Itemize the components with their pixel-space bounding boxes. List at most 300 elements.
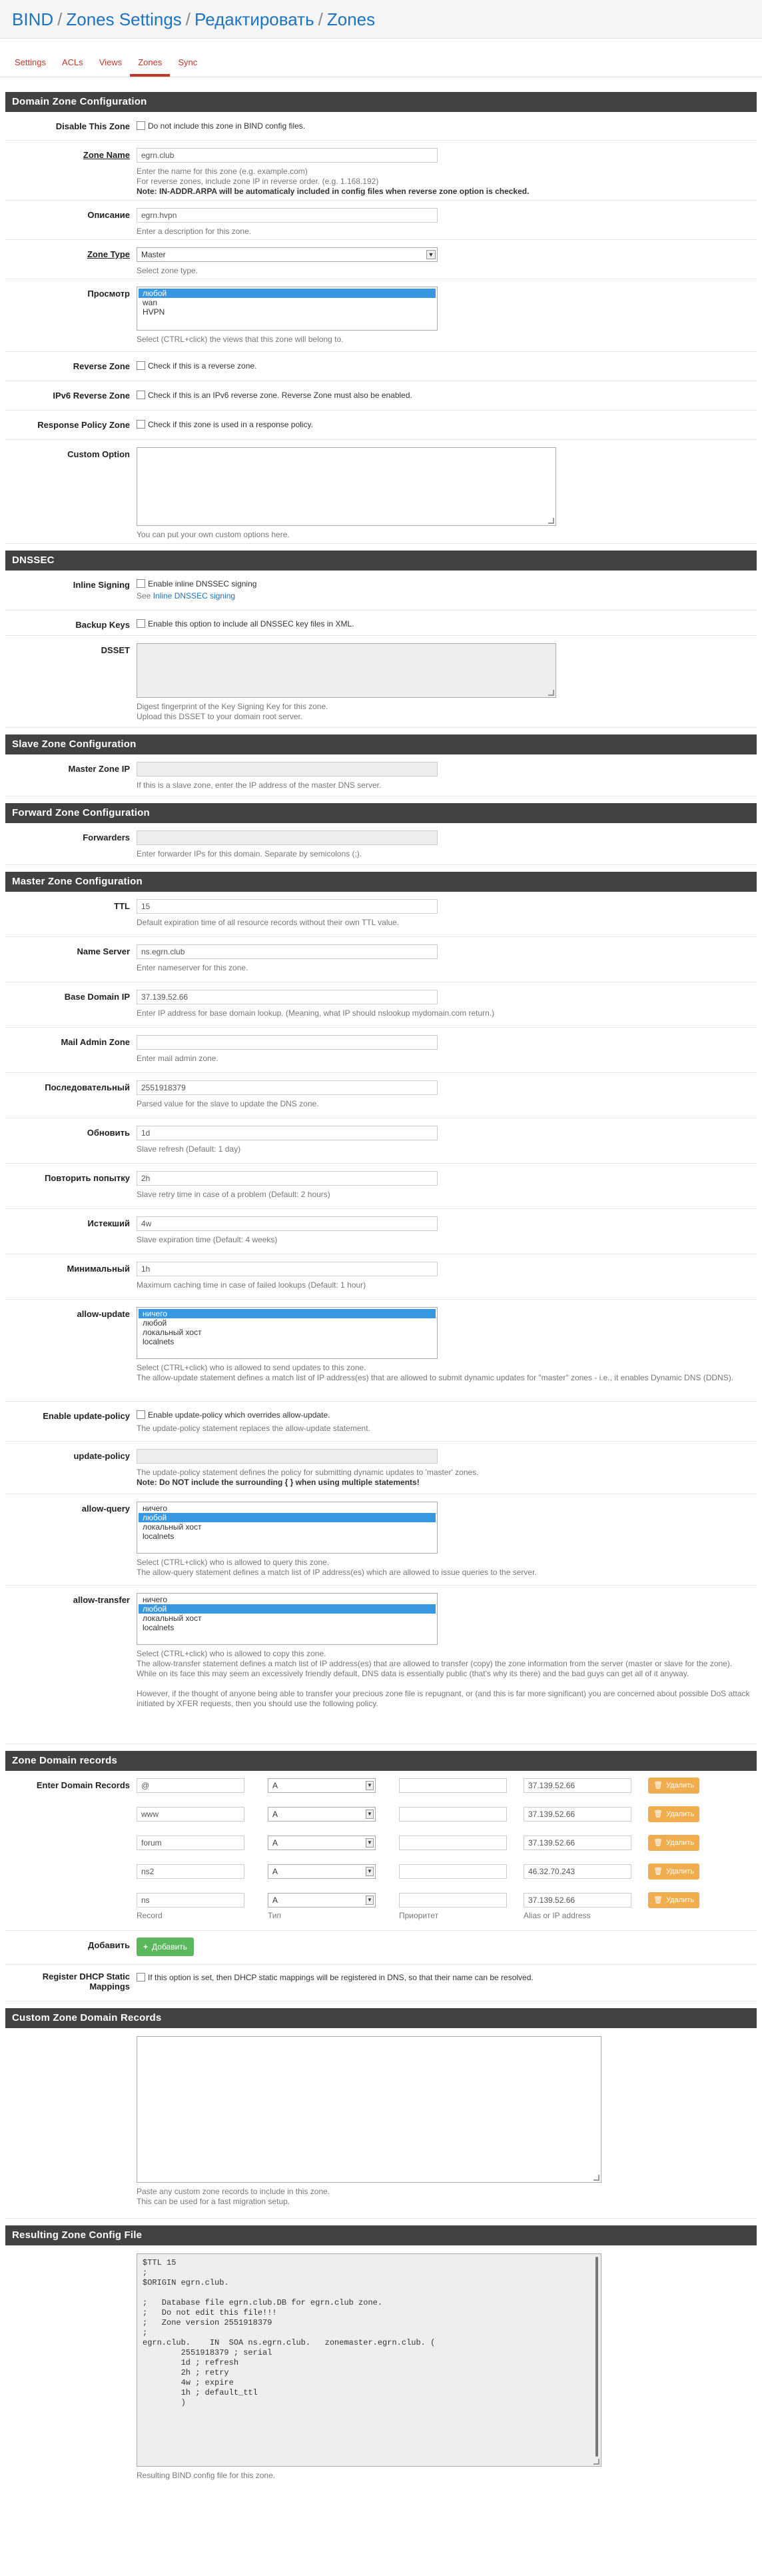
chevron-down-icon: ▼ xyxy=(366,1867,374,1876)
top-bar xyxy=(0,0,762,39)
dnssec-dsset-help1: Digest fingerprint of the Key Signing Key for this zone. xyxy=(137,702,328,711)
trash-icon: 🗑 xyxy=(653,1839,663,1847)
refresh-input[interactable]: 1d xyxy=(137,1126,438,1140)
domain-desc-help: Enter a description for this zone. xyxy=(137,227,252,236)
field-lab xyxy=(5,2245,137,2487)
domain-name-help2: For reverse zones, include zone IP in reverse order. (e.g. 1.168.192) xyxy=(137,177,379,186)
records-h-ip: Alias or IP address xyxy=(524,1911,591,1920)
tab-sync[interactable]: Sync xyxy=(178,57,198,67)
master-expire-label: Истекший xyxy=(87,1218,130,1228)
field-chk xyxy=(137,121,305,131)
views-multiselect[interactable] xyxy=(137,287,438,331)
master-eup-text: Enable update-policy which overrides allow-update. xyxy=(148,1410,330,1420)
zone-type-select[interactable] xyxy=(137,247,438,262)
field-val xyxy=(137,754,757,796)
register-dhcp-checkbox[interactable] xyxy=(137,1973,145,1981)
master-au-opts-1[interactable]: любой xyxy=(143,1318,167,1328)
tab-settings[interactable]: Settings xyxy=(15,57,46,67)
zone-config-textarea[interactable] xyxy=(137,2253,601,2467)
breadcrumb-zones-settings[interactable]: Zones Settings xyxy=(66,9,182,29)
plus-icon: + xyxy=(143,1942,149,1951)
chevron-down-icon: ▼ xyxy=(366,1896,374,1905)
records-add-button: Добавить xyxy=(152,1942,188,1951)
form-row xyxy=(5,112,757,141)
master-up-help1: The update-policy statement defines the policy for submitting dynamic updates to 'master' zones. xyxy=(137,1468,479,1477)
field-val xyxy=(137,440,757,543)
master-au-opts-0[interactable]: ничего xyxy=(139,1309,436,1318)
form-row xyxy=(5,201,757,240)
master-retry-label: Повторить попытку xyxy=(45,1173,130,1183)
form-row xyxy=(5,2245,757,2487)
field-val xyxy=(137,1209,757,1254)
form-row xyxy=(5,1586,757,1744)
forward-label: Forwarders xyxy=(83,832,130,842)
field-chk xyxy=(137,1973,534,1982)
forward-panel xyxy=(5,803,757,865)
form-row xyxy=(5,1402,757,1442)
form-row xyxy=(5,1118,757,1164)
form-row xyxy=(5,240,757,279)
records-title: Zone Domain records xyxy=(5,1751,757,1771)
domain-views-0[interactable]: любой xyxy=(139,289,436,298)
field-help xyxy=(137,702,750,722)
master-aq-help2: The allow-query statement defines a match list of IP address(es) which are allowed to issue queries to the server. xyxy=(137,1568,537,1577)
master-aq-label: allow-query xyxy=(81,1504,130,1514)
records-h-prio: Приоритет xyxy=(399,1911,439,1920)
domain-type-value: Master xyxy=(141,250,166,259)
domain-ipv6-label: IPv6 Reverse Zone xyxy=(53,391,130,401)
breadcrumb-zones[interactable]: Zones xyxy=(326,9,376,29)
form-row xyxy=(5,141,757,201)
field-help xyxy=(137,591,750,601)
records-rows-3-type: A xyxy=(272,1867,278,1876)
records-dhcp-text: If this option is set, then DHCP static mappings will be registered in DNS, so that their name can be resolved. xyxy=(148,1973,534,1982)
delete-record-button[interactable] xyxy=(648,1864,699,1880)
record-priority-input[interactable] xyxy=(399,1893,507,1908)
form-row xyxy=(5,352,757,381)
table-row xyxy=(137,1834,750,1852)
record-priority-input[interactable] xyxy=(399,1864,507,1879)
dnssec-inline-see: See xyxy=(137,591,151,601)
field-val xyxy=(137,1254,757,1299)
field-val xyxy=(137,201,757,239)
domain-name-help1: Enter the name for this zone (e.g. example.com) xyxy=(137,167,308,176)
custom-option-textarea[interactable] xyxy=(137,447,556,526)
domain-reverse-label: Reverse Zone xyxy=(73,361,130,371)
master-au-label: allow-update xyxy=(77,1309,130,1319)
field-val xyxy=(137,1442,757,1494)
record-type-select[interactable] xyxy=(268,1864,376,1879)
dnssec-panel xyxy=(5,551,757,728)
field-val xyxy=(137,1164,757,1208)
form-row xyxy=(5,1254,757,1300)
field-val xyxy=(137,240,757,279)
custom-title: Custom Zone Domain Records xyxy=(5,2008,757,2028)
master-mail-help: Enter mail admin zone. xyxy=(137,1054,218,1063)
record-priority-input[interactable] xyxy=(399,1836,507,1850)
tab-bar xyxy=(0,39,762,77)
breadcrumb-bind[interactable]: BIND xyxy=(12,9,54,29)
name-server-input[interactable]: ns.egrn.club xyxy=(137,944,438,959)
inline-signing-checkbox[interactable] xyxy=(137,579,145,588)
base-domain-ip-input[interactable]: 37.139.52.66 xyxy=(137,990,438,1004)
form-row xyxy=(5,1300,757,1402)
master-at-opts-3[interactable]: localnets xyxy=(143,1623,175,1632)
resize-grip-icon[interactable] xyxy=(593,2175,599,2181)
field-val xyxy=(137,1118,757,1163)
ipv6-reverse-checkbox[interactable] xyxy=(137,391,145,399)
master-at-help2: The allow-transfer statement defines a match list of IP address(es) that are allowed to transfer (copy) the zone information from the server (master or slave for the zone). While on its face this may seem an excessively friendly default, DNS data is essentially public (that's why its there) and the bad guys can get all of it anyway. xyxy=(137,1659,733,1678)
field-help xyxy=(137,1649,750,1709)
tab-views[interactable]: Views xyxy=(99,57,123,67)
master-base-label: Base Domain IP xyxy=(64,992,130,1002)
field-val xyxy=(137,279,757,351)
master-title: Master Zone Configuration xyxy=(5,872,757,892)
records-rows-0-type: A xyxy=(272,1781,278,1790)
result-help: Resulting BIND config file for this zone. xyxy=(137,2471,276,2480)
dnssec-dsset-label: DSSET xyxy=(101,645,130,655)
domain-custom-help: You can put your own custom options here. xyxy=(137,530,290,539)
master-serial-label: Последовательный xyxy=(45,1082,130,1092)
forward-title: Forward Zone Configuration xyxy=(5,803,757,823)
records-delete: Удалить xyxy=(665,1839,694,1847)
record-priority-input[interactable] xyxy=(399,1778,507,1793)
custom-help2: This can be used for a fast migration setup. xyxy=(137,2197,290,2206)
master-base-help: Enter IP address for base domain lookup. (Meaning, what IP should nslookup mydomain.com return.) xyxy=(137,1008,495,1018)
master-refresh-label: Обновить xyxy=(87,1128,130,1138)
records-delete: Удалить xyxy=(665,1810,694,1818)
record-priority-input[interactable] xyxy=(399,1807,507,1822)
resize-grip-icon[interactable] xyxy=(593,2459,599,2465)
form-row xyxy=(5,1771,757,1931)
field-val xyxy=(137,937,757,982)
field-val xyxy=(137,611,757,635)
table-row xyxy=(137,1891,750,1910)
field-help xyxy=(137,2187,750,2207)
mail-admin-input[interactable] xyxy=(137,1035,438,1050)
result-title: Resulting Zone Config File xyxy=(5,2225,757,2245)
form-row xyxy=(5,611,757,636)
form-row xyxy=(5,571,757,611)
master-ttl-label: TTL xyxy=(114,901,130,911)
master-aq-opts-1[interactable]: любой xyxy=(139,1513,436,1522)
breadcrumb xyxy=(12,9,375,29)
domain-views-1[interactable]: wan xyxy=(143,298,158,307)
records-delete: Удалить xyxy=(665,1782,694,1790)
records-rows-4-type: A xyxy=(272,1896,278,1905)
record-name-input[interactable]: ns2 xyxy=(137,1864,244,1879)
field-val xyxy=(137,1494,757,1585)
master-mail-label: Mail Admin Zone xyxy=(61,1037,130,1047)
master-min-label: Минимальный xyxy=(67,1264,130,1274)
form-row xyxy=(5,279,757,352)
field-val xyxy=(137,982,757,1027)
tab-acls[interactable]: ACLs xyxy=(61,57,83,67)
domain-zone-panel xyxy=(5,92,757,544)
record-type-select[interactable] xyxy=(268,1893,376,1908)
resize-grip-icon[interactable] xyxy=(548,690,554,696)
allow-transfer-multiselect[interactable] xyxy=(137,1593,438,1645)
field-val xyxy=(137,1965,757,2001)
field-val xyxy=(137,352,757,381)
master-up-label: update-policy xyxy=(73,1451,130,1461)
allow-query-multiselect[interactable] xyxy=(137,1502,438,1554)
form-row xyxy=(5,381,757,411)
table-row xyxy=(137,1805,750,1824)
backup-keys-checkbox[interactable] xyxy=(137,619,145,628)
chevron-down-icon: ▼ xyxy=(366,1838,374,1848)
master-panel xyxy=(5,872,757,1744)
field-chk xyxy=(137,619,354,629)
domain-ipv6-text: Check if this is an IPv6 reverse zone. Reverse Zone must also be enabled. xyxy=(148,391,412,400)
master-au-opts-3[interactable]: localnets xyxy=(143,1337,175,1346)
dnssec-dsset-help2: Upload this DSSET to your domain root server. xyxy=(137,712,303,721)
domain-reverse-text: Check if this is a reverse zone. xyxy=(148,361,257,371)
trash-icon: 🗑 xyxy=(653,1868,663,1876)
master-ns-help: Enter nameserver for this zone. xyxy=(137,963,248,972)
dnssec-inline-text: Enable inline DNSSEC signing xyxy=(148,579,257,589)
master-aq-help1: Select (CTRL+click) who is allowed to query this zone. xyxy=(137,1558,330,1567)
delete-record-button[interactable] xyxy=(648,1806,699,1822)
master-at-label: allow-transfer xyxy=(73,1595,130,1605)
custom-help1: Paste any custom zone records to include in this zone. xyxy=(137,2187,330,2196)
domain-view-help: Select (CTRL+click) the views that this zone will belong to. xyxy=(137,335,344,344)
domain-rpz-label: Response Policy Zone xyxy=(37,420,130,430)
form-row xyxy=(5,440,757,544)
records-rows-2-type: A xyxy=(272,1838,278,1848)
record-ip-input[interactable]: 46.32.70.243 xyxy=(524,1864,631,1879)
master-eup-label: Enable update-policy xyxy=(43,1411,130,1421)
chevron-down-icon: ▼ xyxy=(366,1810,374,1819)
field-help xyxy=(137,167,750,197)
slave-panel xyxy=(5,734,757,796)
field-val xyxy=(137,2245,757,2487)
record-ip-input[interactable]: 37.139.52.66 xyxy=(524,1893,631,1908)
field-val xyxy=(137,112,757,140)
master-aq-opts-3[interactable]: localnets xyxy=(143,1532,175,1541)
master-at-opts-2[interactable]: локальный хост xyxy=(143,1614,202,1623)
field-lab xyxy=(5,2028,137,2218)
field-val xyxy=(137,1028,757,1072)
minimum-input[interactable]: 1h xyxy=(137,1262,438,1276)
record-name-input[interactable]: www xyxy=(137,1807,244,1822)
field-val xyxy=(137,571,757,610)
master-at-help1: Select (CTRL+click) who is allowed to copy this zone. xyxy=(137,1649,326,1658)
field-val xyxy=(137,411,757,439)
form-row xyxy=(5,2028,757,2219)
trash-icon: 🗑 xyxy=(653,1896,663,1904)
master-expire-help: Slave expiration time (Default: 4 weeks) xyxy=(137,1235,278,1244)
form-row xyxy=(5,823,757,865)
description-input[interactable]: egrn.hvpn xyxy=(137,208,438,223)
slave-title: Slave Zone Configuration xyxy=(5,734,757,754)
dnssec-backup-text: Enable this option to include all DNSSEC key files in XML. xyxy=(148,619,354,629)
allow-update-multiselect[interactable] xyxy=(137,1307,438,1359)
master-up-help2: Note: Do NOT include the surrounding { } when using multiple statements! xyxy=(137,1478,420,1487)
field-chk xyxy=(137,1410,750,1420)
table-row xyxy=(137,1776,750,1795)
forward-help: Enter forwarder IPs for this domain. Separate by semicolons (;). xyxy=(137,849,362,858)
forwarders-input xyxy=(137,830,438,845)
records-table xyxy=(137,1771,757,1930)
master-au-help1: Select (CTRL+click) who is allowed to send updates to this zone. xyxy=(137,1363,366,1372)
update-policy-input xyxy=(137,1449,438,1464)
records-rows-1-type: A xyxy=(272,1810,278,1819)
record-ip-input[interactable]: 37.139.52.66 xyxy=(524,1807,631,1822)
records-h-type: Тип xyxy=(268,1911,282,1920)
form-row xyxy=(5,1931,757,1965)
ttl-input[interactable]: 15 xyxy=(137,899,438,914)
domain-rpz-text: Check if this zone is used in a response policy. xyxy=(148,420,313,429)
record-name-input[interactable]: @ xyxy=(137,1778,244,1793)
field-val xyxy=(137,636,757,727)
record-name-input[interactable]: forum xyxy=(137,1836,244,1850)
field-chk xyxy=(137,420,313,429)
field-val xyxy=(137,1931,757,1964)
panel-title: Domain Zone Configuration xyxy=(5,92,757,112)
field-val xyxy=(137,2028,757,2218)
field-val xyxy=(137,141,757,200)
trash-icon: 🗑 xyxy=(653,1810,663,1818)
field-chk xyxy=(137,579,750,589)
form-row xyxy=(5,937,757,982)
serial-input[interactable]: 2551918379 xyxy=(137,1080,438,1095)
master-au-help2: The allow-update statement defines a match list of IP address(es) that are allowed to submit dynamic updates for "master" zones - i.e., it enables Dynamic DNS (DDNS). xyxy=(137,1373,734,1382)
master-min-help: Maximum caching time in case of failed lookups (Default: 1 hour) xyxy=(137,1280,366,1290)
records-dhcp-label: Register DHCP Static Mappings xyxy=(42,1971,130,1991)
form-row xyxy=(5,1073,757,1118)
master-refresh-help: Slave refresh (Default: 1 day) xyxy=(137,1144,241,1154)
form-row xyxy=(5,754,757,796)
domain-records-panel xyxy=(5,1751,757,2001)
field-chk xyxy=(137,361,256,371)
resize-grip-icon[interactable] xyxy=(548,518,554,524)
form-row xyxy=(5,636,757,728)
domain-disable-label: Disable This Zone xyxy=(55,121,130,131)
domain-name-help3: Note: IN-ADDR.ARPA will be automaticaly included in config files when reverse zone option is checked. xyxy=(137,187,530,196)
dnssec-title: DNSSEC xyxy=(5,551,757,571)
zone-name-input[interactable]: egrn.club xyxy=(137,148,438,163)
field-val xyxy=(137,1073,757,1118)
records-column-headers xyxy=(137,1911,750,1920)
field-chk xyxy=(137,391,412,400)
result-panel xyxy=(5,2225,757,2487)
header-sep: / xyxy=(57,9,63,29)
inline-dnssec-link[interactable]: Inline DNSSEC signing xyxy=(153,591,236,601)
field-val xyxy=(137,823,757,864)
form-row xyxy=(5,982,757,1028)
record-type-select[interactable] xyxy=(268,1778,376,1793)
breadcrumb-edit[interactable]: Редактировать xyxy=(194,9,314,29)
header-sep: / xyxy=(185,9,191,29)
reverse-zone-checkbox[interactable] xyxy=(137,361,145,370)
field-help xyxy=(137,1468,750,1488)
record-ip-input[interactable]: 37.139.52.66 xyxy=(524,1836,631,1850)
field-val xyxy=(137,1300,757,1401)
records-delete: Удалить xyxy=(665,1868,694,1876)
domain-type-label: Zone Type xyxy=(87,249,130,259)
master-zone-ip-input xyxy=(137,762,438,776)
domain-view-label: Просмотр xyxy=(87,289,130,299)
field-help xyxy=(137,1558,750,1578)
domain-name-label: Zone Name xyxy=(83,150,130,160)
result-text: $TTL 15 ; $ORIGIN egrn.club. ; Database file egrn.club.DB for egrn.club zone. ; Do not edit this file!!! ; Zone version 2551918379 ; egrn.club. IN SOA ns.egrn.club. zonemaster.egrn.club. ( 2551918379 ; serial 1d ; refresh 2h ; retry 4w ; expire 1h ; default_ttl ) xyxy=(143,2258,436,2407)
trash-icon: 🗑 xyxy=(653,1782,663,1790)
master-at-opts-1[interactable]: любой xyxy=(139,1604,436,1614)
disable-zone-checkbox[interactable] xyxy=(137,121,145,130)
add-record-button[interactable] xyxy=(137,1937,194,1956)
table-row xyxy=(137,1862,750,1881)
record-ip-input[interactable]: 37.139.52.66 xyxy=(524,1778,631,1793)
master-au-opts-2[interactable]: локальный хост xyxy=(143,1328,202,1337)
delete-record-button[interactable] xyxy=(648,1892,699,1908)
master-aq-opts-0[interactable]: ничего xyxy=(143,1504,168,1513)
domain-desc-label: Описание xyxy=(87,210,130,220)
delete-record-button[interactable] xyxy=(648,1835,699,1851)
field-val xyxy=(137,1586,757,1744)
field-val xyxy=(137,381,757,410)
dnssec-inline-label: Inline Signing xyxy=(73,580,130,590)
form-row xyxy=(5,1164,757,1209)
expire-input[interactable]: 4w xyxy=(137,1216,438,1231)
records-h-record: Record xyxy=(137,1911,163,1920)
domain-views-2[interactable]: HVPN xyxy=(143,307,165,317)
chevron-down-icon: ▼ xyxy=(426,250,436,259)
master-at-help3: However, if the thought of anyone being able to transfer your precious zone file is repugnant, or (and this is far more significant) you are concerned about possible DoS attack initiated by XFER requests, then you should use the following policy. xyxy=(137,1689,750,1708)
records-add-label: Добавить xyxy=(88,1940,130,1950)
response-policy-checkbox[interactable] xyxy=(137,420,145,429)
master-eup-help: The update-policy statement replaces the allow-update statement. xyxy=(137,1424,370,1433)
master-aq-opts-2[interactable]: локальный хост xyxy=(143,1522,202,1532)
master-ns-label: Name Server xyxy=(77,946,130,956)
dsset-textarea xyxy=(137,643,556,698)
tab-zones[interactable]: Zones xyxy=(130,57,170,77)
domain-disable-text: Do not include this zone in BIND config files. xyxy=(148,121,306,131)
form-row xyxy=(5,892,757,937)
form-row xyxy=(5,1028,757,1073)
form-row xyxy=(5,411,757,440)
form-row xyxy=(5,1965,757,2001)
chevron-down-icon: ▼ xyxy=(366,1781,374,1790)
header-sep: / xyxy=(318,9,323,29)
slave-label: Master Zone IP xyxy=(68,764,130,774)
form-row xyxy=(5,1442,757,1494)
master-ttl-help: Default expiration time of all resource records without their own TTL value. xyxy=(137,918,400,927)
master-at-opts-0[interactable]: ничего xyxy=(143,1595,168,1604)
record-name-input[interactable]: ns xyxy=(137,1893,244,1908)
domain-type-help: Select zone type. xyxy=(137,266,198,275)
record-type-select[interactable] xyxy=(268,1836,376,1850)
form-row xyxy=(5,1494,757,1586)
dnssec-backup-label: Backup Keys xyxy=(75,620,130,630)
delete-record-button[interactable] xyxy=(648,1778,699,1794)
scrollbar[interactable] xyxy=(595,2257,598,2457)
domain-custom-label: Custom Option xyxy=(67,449,130,459)
retry-input[interactable]: 2h xyxy=(137,1171,438,1186)
field-help xyxy=(137,1363,750,1383)
form-row xyxy=(5,1209,757,1254)
records-label: Enter Domain Records xyxy=(36,1780,130,1790)
slave-help: If this is a slave zone, enter the IP address of the master DNS server. xyxy=(137,780,382,790)
custom-records-textarea[interactable] xyxy=(137,2036,601,2183)
master-retry-help: Slave retry time in case of a problem (Default: 2 hours) xyxy=(137,1190,330,1199)
records-delete: Удалить xyxy=(665,1896,694,1904)
field-val xyxy=(137,1402,757,1441)
record-type-select[interactable] xyxy=(268,1807,376,1822)
custom-records-panel xyxy=(5,2008,757,2219)
enable-update-policy-checkbox[interactable] xyxy=(137,1410,145,1419)
master-serial-help: Parsed value for the slave to update the DNS zone. xyxy=(137,1099,319,1108)
